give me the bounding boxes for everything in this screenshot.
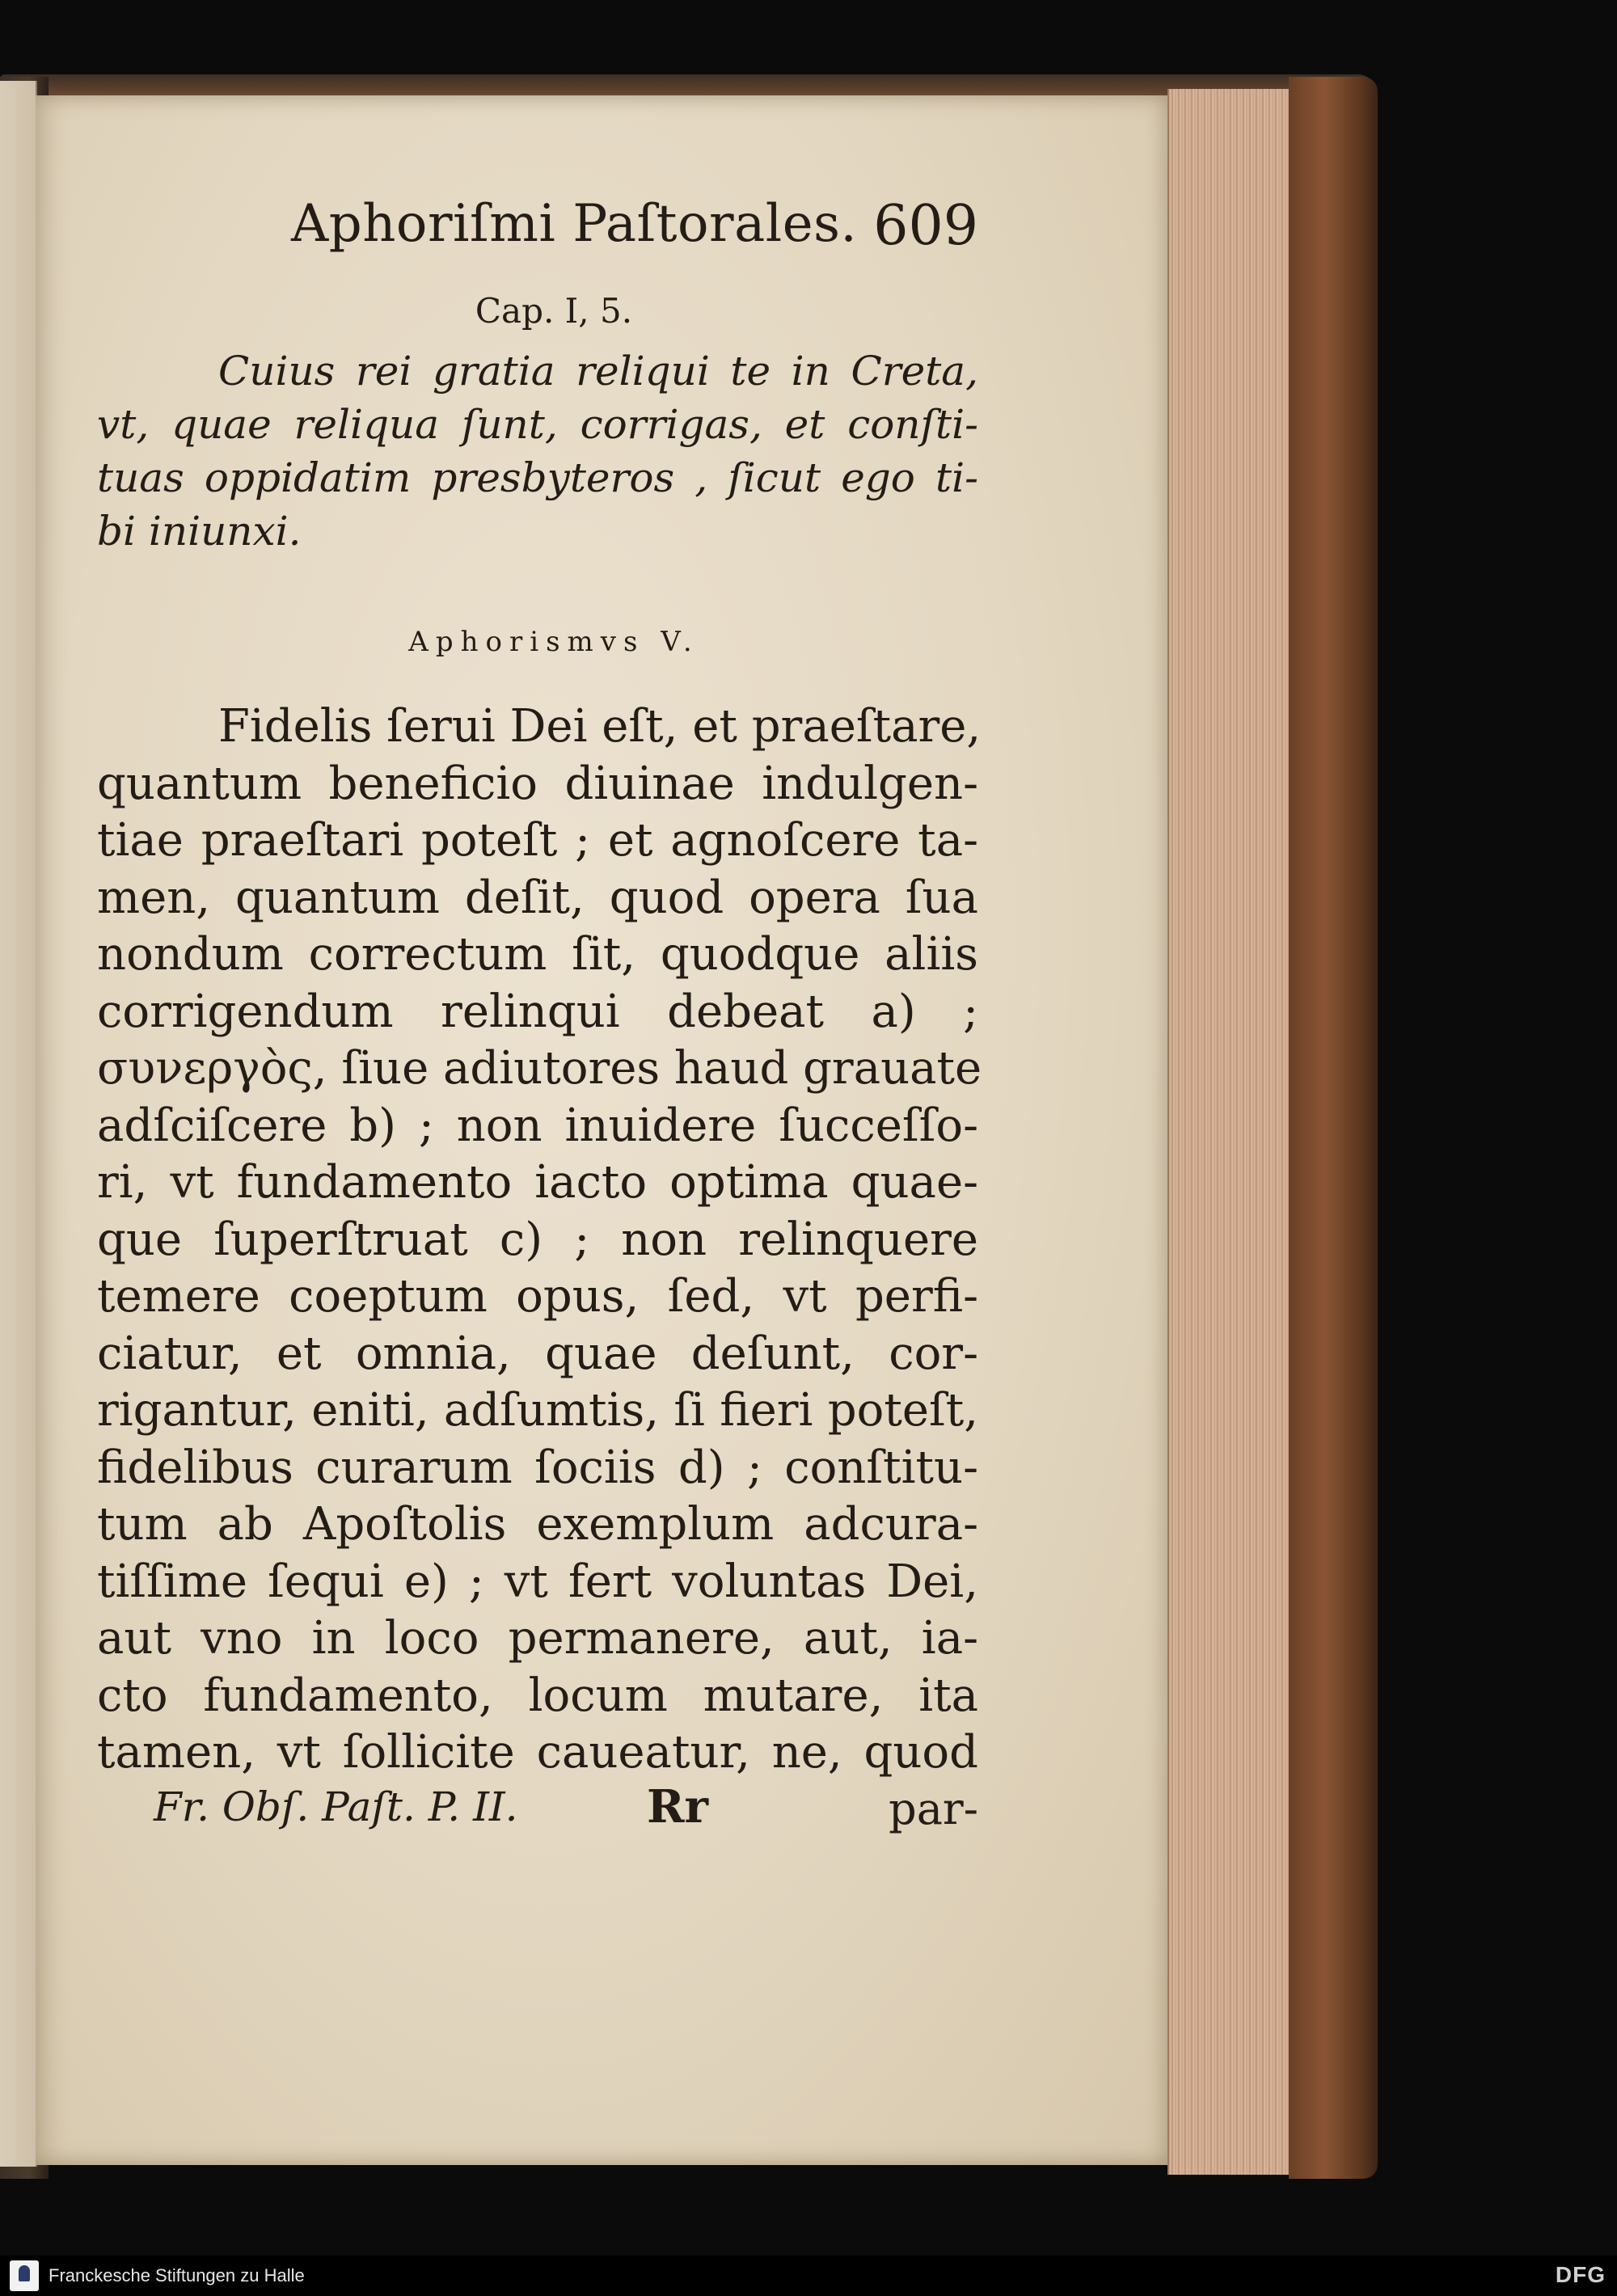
- signature-line: Fr. Obſ. Paſt. P. II.: [154, 1783, 518, 1830]
- body-line: que ſuperſtruat c) ; non relinquere: [97, 1213, 978, 1266]
- catchword: par-: [889, 1783, 978, 1834]
- body-line: ciatur, et omnia, quae deſunt, cor-: [97, 1327, 978, 1380]
- body-line: cto fundamento, locum mutare, ita: [97, 1669, 978, 1722]
- body-line: συνεργὸς, ſiue adiutores haud grauate: [97, 1042, 982, 1095]
- institution-logo-icon: [10, 2260, 39, 2291]
- catchline: [97, 1779, 978, 1848]
- body-line: tiſſime ſequi e) ; vt fert voluntas Dei,: [97, 1555, 978, 1608]
- aphorism-body: [97, 699, 982, 1782]
- funder-logo: DFG: [1555, 2262, 1606, 2287]
- body-line: nondum correctum ſit, quodque aliis: [97, 928, 978, 981]
- scripture-verse: [97, 344, 978, 558]
- signature-mark: Rr: [647, 1779, 709, 1834]
- body-line: ri, vt fundamento iacto optima quae-: [97, 1156, 978, 1209]
- running-head: [97, 194, 978, 283]
- viewer-footer: [0, 2256, 1617, 2296]
- page-number: 609: [873, 194, 978, 258]
- body-line: temere coeptum opus, ſed, vt perfi-: [97, 1270, 978, 1323]
- verse-line: tuas oppidatim presbyteros , ſicut ego ti-: [97, 454, 978, 501]
- verse-line: bi iniunxi.: [97, 508, 302, 555]
- body-line: aut vno in loco permanere, aut, ia-: [97, 1612, 978, 1665]
- body-line: tum ab Apoſtolis exemplum adcura-: [97, 1498, 978, 1551]
- body-line: tiae praeſtari poteſt ; et agnoſcere ta-: [97, 814, 978, 867]
- aphorism-heading: Aphorismvs V.: [408, 626, 699, 658]
- body-line: fidelibus curarum ſociis d) ; conſtitu-: [97, 1441, 978, 1494]
- page-block-edges: [1167, 89, 1290, 2175]
- body-line: adſciſcere b) ; non inuidere ſucceſſo-: [97, 1099, 978, 1152]
- library-name: Franckesche Stiftungen zu Halle: [49, 2265, 305, 2285]
- body-line: corrigendum relinqui debeat a) ;: [97, 985, 978, 1038]
- page-text: [97, 194, 982, 1848]
- facing-page-edge: [0, 81, 37, 2167]
- body-line: Fidelis ſerui Dei eſt, et praeſtare,: [218, 700, 982, 753]
- chapter-reference: Cap. I, 5.: [475, 291, 633, 331]
- body-line: tamen, vt ſollicite caueatur, ne, quod: [97, 1726, 978, 1779]
- verse-line: Cuius rei gratia reliqui te in Creta,: [218, 348, 978, 395]
- body-line: rigantur, eniti, adſumtis, ſi fieri poteſt,: [97, 1384, 978, 1437]
- book-cover-right: [1289, 77, 1378, 2179]
- body-line: men, quantum deſit, quod opera ſua: [97, 871, 978, 924]
- verse-line: vt, quae reliqua ſunt, corrigas, et conſti-: [97, 401, 978, 448]
- body-line: quantum beneficio diuinae indulgen-: [97, 757, 978, 810]
- running-title: Aphoriſmi Paſtorales.: [291, 194, 858, 254]
